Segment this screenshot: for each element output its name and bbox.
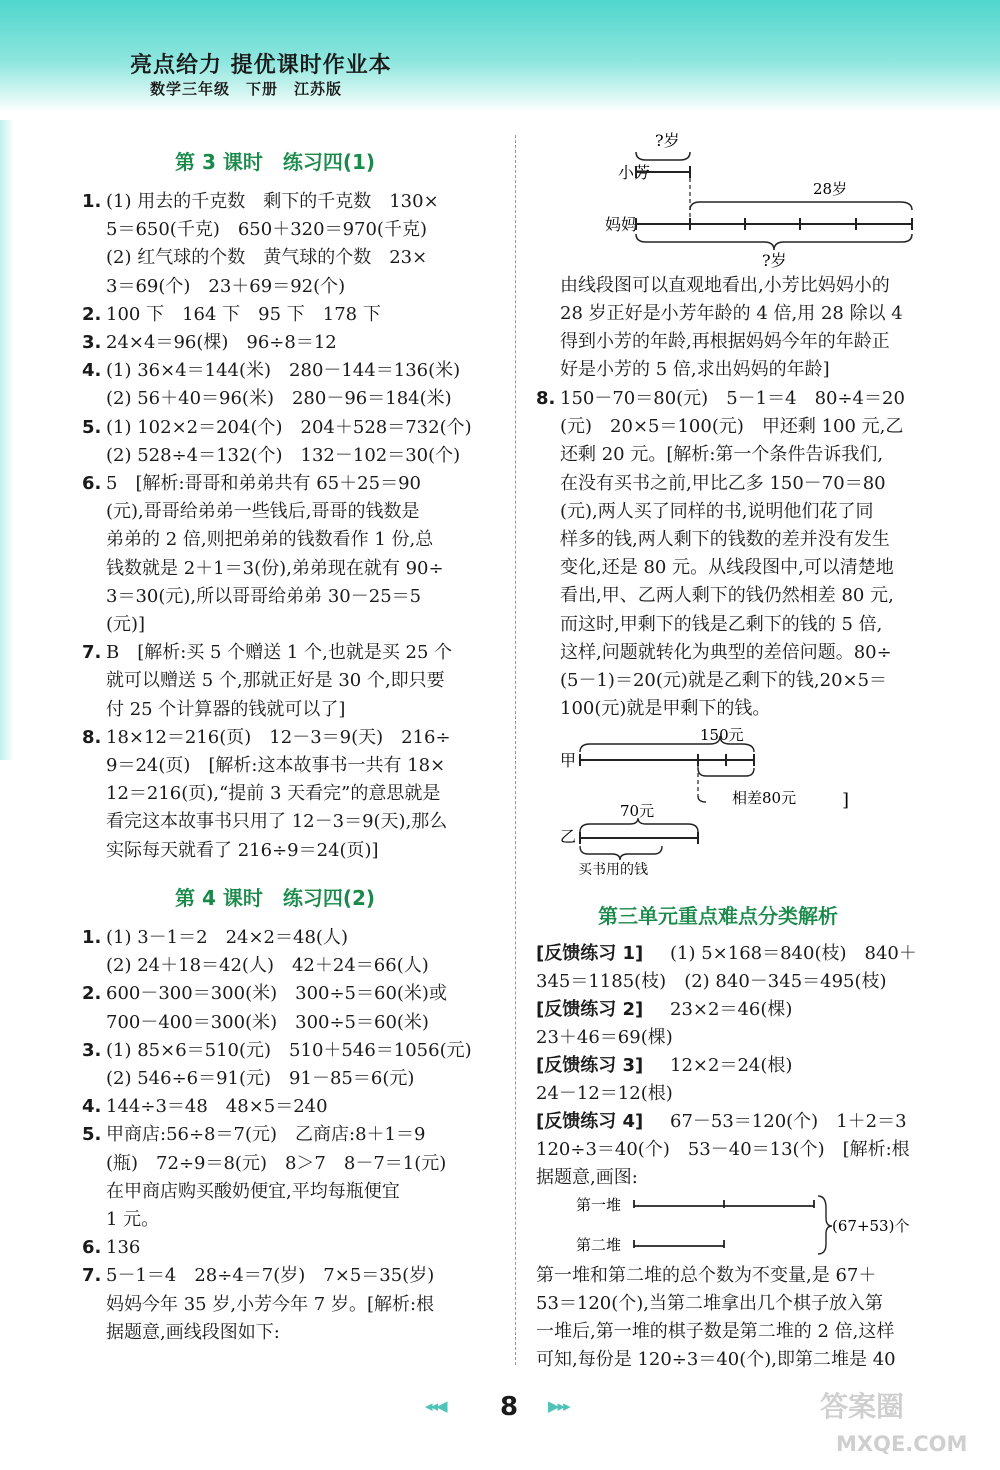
answer-line: 1 元。 [106,1209,160,1230]
row-label-pile1: 第一堆 [576,1196,622,1214]
answer-line: 甲商店:56÷8＝7(元) 乙商店:8＋1＝9 [106,1124,426,1146]
question-number: 5. [82,1124,102,1146]
mother-age-label: ?岁 [762,251,787,270]
answer-line: 5 [解析:哥哥和弟弟共有 65＋25＝90 [106,473,421,494]
answer-line: (2) 24＋18＝42(人) 42＋24＝66(人) [106,955,429,977]
feedback-label: [反馈练习 4] [536,1111,644,1132]
question-number: 8. [82,726,102,748]
answer-line: 150－70＝80(元) 5－1＝4 80÷4＝20 [560,388,905,409]
prev-arrows-icon: ◂◂◀ [425,1397,446,1415]
answer-line: (元) 20×5＝100(元) 甲还剩 100 元,乙 [560,416,904,438]
answer-line: 100 下 164 下 95 下 178 下 [106,303,381,325]
question-number: 6. [82,1237,102,1259]
answer-line: B [解析:买 5 个赠送 1 个,也就是买 25 个 [106,642,453,664]
answer-line: 而这时,甲剩下的钱是乙剩下的钱的 5 倍, [560,613,883,635]
answer-line: 样多的钱,两人剩下的钱数的差并没有发生 [560,529,890,550]
book-subtitle: 数学三年级 下册 江苏版 [150,80,343,98]
feedback-answer-cont: 23＋46＝69(棵) [536,1027,673,1048]
answer-line: 9＝24(页) [解析:这本故事书一共有 18× [106,755,446,776]
question-number: 7. [82,642,102,664]
section-title-unit3: 第三单元重点难点分类解析 [598,904,838,928]
difference-label: 28岁 [813,180,848,198]
question-number: 1. [82,191,102,212]
row-label-mother: 妈妈 [605,215,638,234]
feedback-extra-line: 120÷3＝40(个) 53－40＝13(个) [解析:根 [536,1139,910,1160]
next-arrows-icon: ▶▸▸ [548,1397,569,1415]
closing-bracket: ] [842,790,850,811]
header-banner [0,0,1000,112]
book-cost-label: 买书用的钱 [578,862,648,878]
row-label-xiaofang: 小芳 [618,163,651,182]
answer-line: 24×4＝96(棵) 96÷8＝12 [106,332,337,353]
answer-line: 付 25 个计算器的钱就可以了] [106,698,346,720]
feedback-answer: 23×2＝46(棵) [652,999,793,1020]
answer-line: (2) 546÷6＝91(元) 91－85＝6(元) [106,1068,415,1089]
row-label-jia: 甲 [560,751,577,770]
answer-line: (1) 85×6＝510(元) 510＋546＝1056(元) [106,1039,472,1061]
answer-line: 妈妈今年 35 岁,小芳今年 7 岁。[解析:根 [106,1293,435,1315]
question-number: 7. [82,1265,102,1287]
watermark-logo: 答案圈 [820,1390,905,1423]
column-divider [515,135,516,1365]
answer-line: 12＝216(页),“提前 3 天看完”的意思就是 [106,783,441,805]
answer-line: 3＝30(元),所以哥哥给弟弟 30－25＝5 [106,585,422,607]
difference-label-80: 相差80元 [732,789,797,807]
answer-line: 在甲商店购买酸奶便宜,平均每瓶便宜 [106,1180,400,1202]
answer-line: 100(元)就是甲剩下的钱。 [560,698,771,720]
answer-line: (元)] [106,614,146,635]
explanation-line: 由线段图可以直观地看出,小芳比妈妈小的 [560,275,890,296]
row-label-yi: 乙 [560,827,577,846]
answer-line: (2) 56＋40＝96(米) 280－96＝184(米) [106,388,452,410]
question-number: 4. [82,1096,102,1118]
answer-line: 在没有买书之前,甲比乙多 150－70＝80 [560,472,886,494]
answer-line: 700－400＝300(米) 300÷5＝60(米) [106,1011,429,1033]
total-pieces-label: (67+53)个 [832,1217,910,1235]
explanation-line: 53＝120(个),当第二堆拿出几个棋子放入第 [536,1293,884,1314]
answer-line: 5＝650(千克) 650＋320＝970(千克) [106,219,427,241]
answer-line: (元),哥哥给弟弟一些钱后,哥哥的钱数是 [106,501,420,523]
answer-line: (1) 用去的千克数 剩下的千克数 130× [106,191,439,212]
answer-line: 钱数就是 2＋1＝3(份),弟弟现在就有 90÷ [106,557,444,579]
answer-line: 弟弟的 2 倍,则把弟弟的钱数看作 1 份,总 [106,529,434,551]
answer-line: 看出,甲、乙两人剩下的钱仍然相差 80 元, [560,585,894,607]
book-title: 亮点给力 提优课时作业本 [130,53,392,78]
question-number: 2. [82,303,102,325]
explanation-line: 可知,每份是 120÷3＝40(个),即第二堆是 40 [536,1349,896,1370]
answer-line: (元),两人买了同样的书,说明他们花了同 [560,500,874,522]
feedback-answer: 12×2＝24(根) [652,1055,793,1076]
feedback-label: [反馈练习 2] [536,999,644,1020]
age-line-diagram [600,130,930,270]
explanation-line: 一堆后,第一堆的棋子数是第二堆的 2 倍,这样 [536,1321,895,1342]
answer-line: 136 [106,1237,141,1259]
feedback-label: [反馈练习 3] [536,1055,644,1076]
feedback-answer: 67－53＝120(个) 1＋2＝3 [652,1111,907,1132]
section-title-lesson4: 第 4 课时 练习四(2) [175,886,376,910]
xiaofang-age-label: ?岁 [655,131,680,150]
answer-line: 就可以赠送 5 个,那就正好是 30 个,即只要 [106,670,445,692]
answer-line: (1) 36×4＝144(米) 280－144＝136(米) [106,360,461,382]
question-number: 1. [82,927,102,948]
question-number: 8. [536,388,556,409]
question-number: 3. [82,332,102,353]
feedback-extra-line: 据题意,画图: [536,1167,638,1188]
answer-line: (1) 3－1＝2 24×2＝48(人) [106,927,348,948]
question-number: 5. [82,416,102,438]
answer-line: 这样,问题就转化为典型的差倍问题。80÷ [560,641,892,663]
total-label: 150元 [700,726,744,744]
answer-line: (1) 102×2＝204(个) 204＋528＝732(个) [106,416,472,438]
explanation-line: 第一堆和第二堆的总个数为不变量,是 67＋ [536,1265,877,1286]
answer-line: 还剩 20 元。[解析:第一个条件告诉我们, [560,444,884,466]
answer-line: 看完这本故事书只用了 12－3＝9(天),那么 [106,811,448,833]
answer-line: 据题意,画线段图如下: [106,1321,280,1343]
answer-line: (5－1)＝20(元)就是乙剩下的钱,20×5＝ [560,670,888,691]
answer-line: 5－1＝4 28÷4＝7(岁) 7×5＝35(岁) [106,1265,435,1287]
chess-piles-diagram [570,1188,910,1258]
question-number: 2. [82,983,102,1005]
money-line-diagram [560,722,860,880]
feedback-answer-cont: 24－12＝12(根) [536,1083,673,1104]
answer-line: 600－300＝300(米) 300÷5＝60(米)或 [106,983,447,1005]
feedback-answer-cont: 345＝1185(枝) (2) 840－345＝495(枝) [536,971,887,992]
explanation-line: 好是小芳的 5 倍,求出妈妈的年龄] [560,359,830,380]
answer-line: 18×12＝216(页) 12－3＝9(天) 216÷ [106,726,451,748]
answer-line: 实际每天就看了 216÷9＝24(页)] [106,839,379,861]
row-label-pile2: 第二堆 [576,1236,622,1254]
explanation-line: 28 岁正好是小芳年龄的 4 倍,用 28 除以 4 [560,303,903,324]
answer-line: (瓶) 72÷9＝8(元) 8＞7 8－7＝1(元) [106,1152,447,1174]
explanation-line: 得到小芳的年龄,再根据妈妈今年的年龄正 [560,331,890,352]
page-number: 8 [500,1392,519,1422]
answer-line: (2) 528÷4＝132(个) 132－102＝30(个) [106,444,461,466]
watermark-url: MXQE.COM [836,1432,968,1456]
answer-line: 144÷3＝48 48×5＝240 [106,1096,328,1118]
answer-line: 3＝69(个) 23＋69＝92(个) [106,275,346,297]
answer-line: (2) 红气球的个数 黄气球的个数 23× [106,247,428,269]
question-number: 3. [82,1039,102,1061]
side-tab [0,120,14,760]
feedback-label: [反馈练习 1] [536,943,644,964]
feedback-answer: (1) 5×168＝840(枝) 840＋ [652,943,917,964]
question-number: 4. [82,360,102,382]
answer-line: 变化,还是 80 元。从线段图中,可以清楚地 [560,557,894,579]
question-number: 6. [82,473,102,494]
yi-amount-label: 70元 [620,802,655,820]
section-title-lesson3: 第 3 课时 练习四(1) [175,150,376,174]
